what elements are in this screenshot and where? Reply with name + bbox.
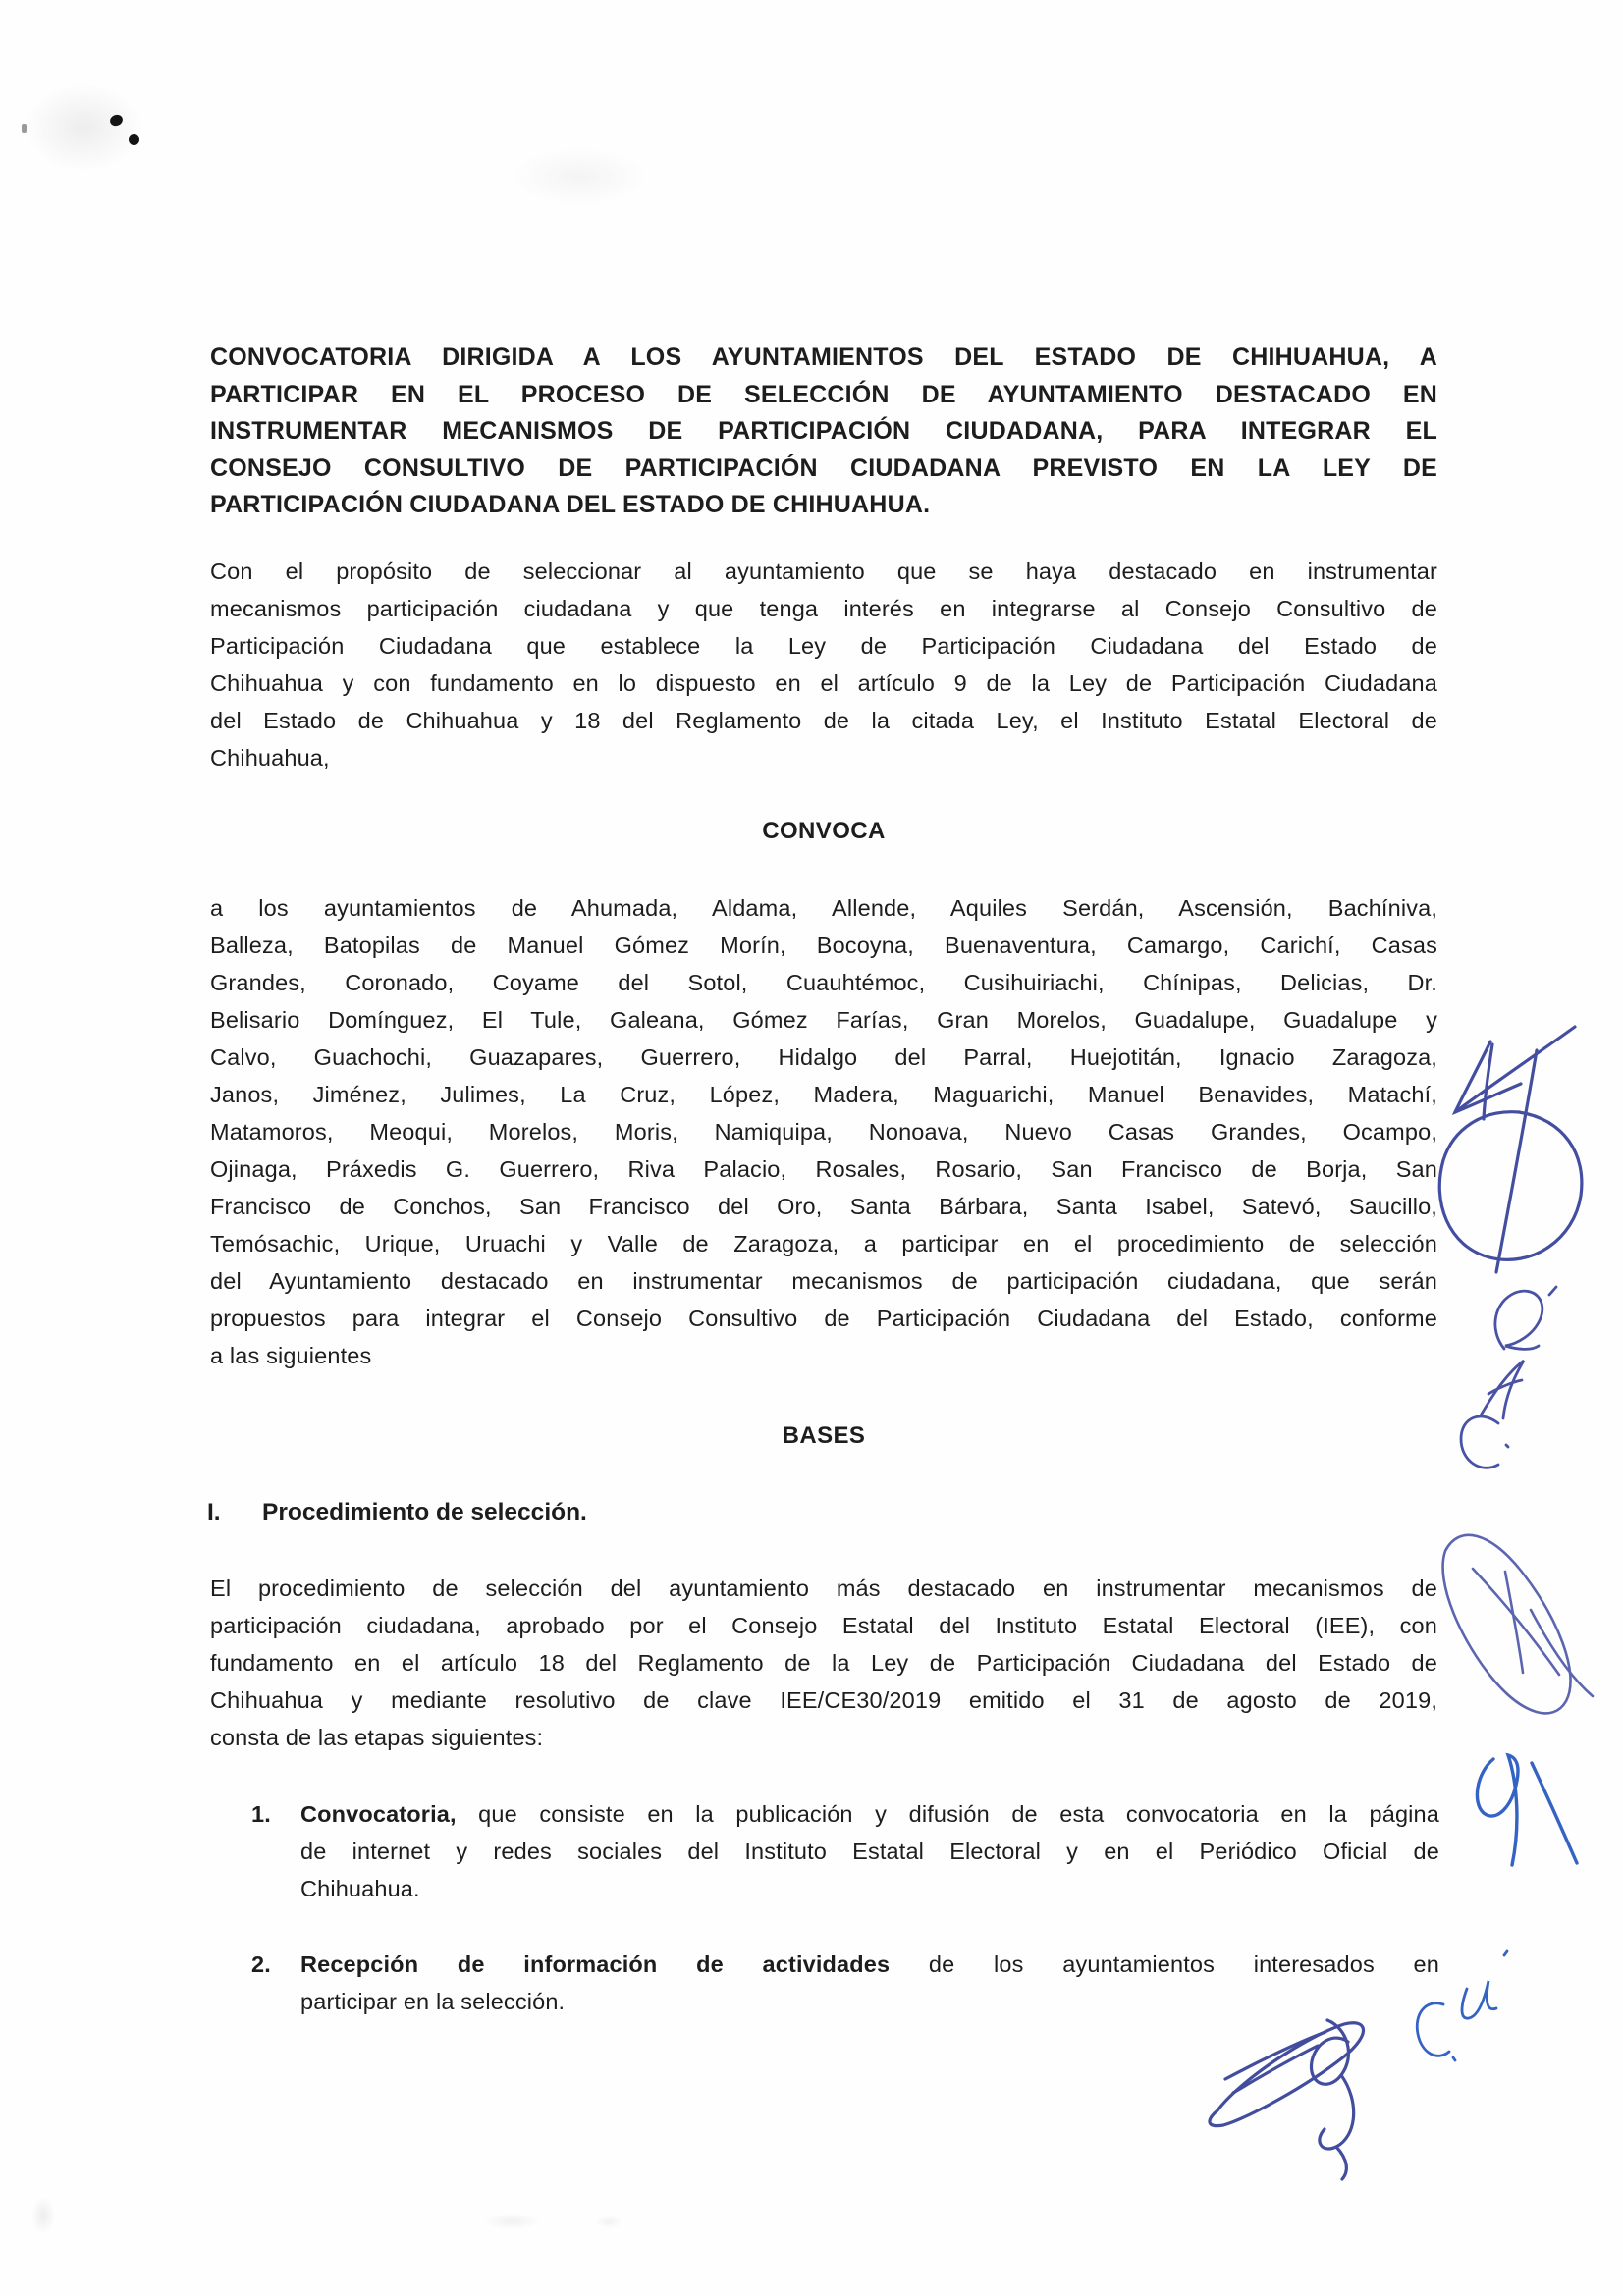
numeric-ink-mark [1477, 1755, 1577, 1865]
ink-dot-artifact [129, 134, 139, 145]
scan-speck [22, 124, 27, 133]
scan-smudge-bottom [31, 2197, 55, 2234]
document-title: CONVOCATORIA DIRIGIDA A LOS AYUNTAMIENTOS DEL ESTADO DE CHIHUAHUA, A PARTICIPAR EN EL PROCESO DE SELECCIÓN DE AYUNTAMIENTO DESTACADO EN INSTRUMENTAR MECANISMOS DE PARTICIPACIÓN CIUDADANA, PARA INTEGRAR EL CONSEJO CONSULTIVO DE PARTICIPACIÓN CIUDADANA PREVISTO EN LA LEY DE PARTICIPACIÓN CIUDADANA DEL ESTADO DE CHIHUAHUA. [210, 344, 1437, 518]
rubric-signature-top [1439, 1027, 1582, 1272]
signature-flourish-bottom [1210, 2020, 1364, 2179]
list-item-text: Convocatoria, que consiste en la publicación y difusión de esta convocatoria en la página [300, 1801, 1439, 1827]
list-item [251, 1946, 1439, 2020]
list-item-text: Recepción de información de actividades de los ayuntamientos interesados en [300, 1951, 1439, 1977]
scan-smudge-bottom [595, 2216, 622, 2228]
bases-heading: BASES [782, 1422, 866, 1449]
scan-smudge-topcenter [511, 147, 648, 206]
list-item-text-continued: de internet y redes sociales del Instituto Estatal Electoral y en el Periódico Oficial de Chihuahua. [300, 1839, 1439, 1901]
list-item-number: 1. [251, 1801, 271, 1827]
section-heading [207, 1499, 1434, 1526]
list-item [251, 1795, 1439, 1907]
initials-cal-annotation [1461, 1287, 1556, 1468]
convoca-heading: CONVOCA [762, 818, 886, 844]
rubric-oval-signature [1443, 1535, 1593, 1714]
section-numeral: I. [207, 1499, 221, 1525]
procedure-paragraph: El procedimiento de selección del ayuntamiento más destacado en instrumentar mecanismos de participación ciudadana, aprobado por el Consejo Estatal del Instituto Estatal Electoral (IEE), con fundamento en el artículo 18 del Reglamento de la Ley de Participación Ciudadana del Estado de Chihuahua y mediante resolutivo de clave IEE/CE30/2019 emitido el 31 de agosto de 2019, consta de las etapas siguientes: [210, 1575, 1437, 1750]
scan-smudge-bottom [483, 2214, 540, 2229]
list-item-text-continued: participar en la selección. [300, 1989, 566, 2014]
scan-smudge-topleft [25, 83, 142, 172]
municipalities-paragraph: a los ayuntamientos de Ahumada, Aldama, Allende, Aquiles Serdán, Ascensión, Bachíniva, Balleza, Batopilas de Manuel Gómez Morín, Bocoyna, Buenaventura, Camargo, Carichí, Casas Grandes, Coronado, Coyame del Sotol, Cuauhtémoc, Cusihuiriachi, Chínipas, Delicias, Dr. Belisario Domínguez, El Tule, Galeana, Gómez Farías, Gran Morelos, Guadalupe, Guadalupe y Calvo, Guachochi, Guazapares, Guerrero, Hidalgo del Parral, Huejotitán, Ignacio Zaragoza, Janos, Jiménez, Julimes, La Cruz, López, Madera, Maguarichi, Manuel Benavides, Matachí, Matamoros, Meoqui, Morelos, Moris, Namiquipa, Nonoava, Nuevo Casas Grandes, Ocampo, Ojinaga, Práxedis G. Guerrero, Riva Palacio, Rosales, Rosario, San Francisco de Borja, San Francisco de Conchos, San Francisco del Oro, Santa Bárbara, Santa Isabel, Satevó, Saucillo, Temósachic, Urique, Uruachi y Valle de Zaragoza, a participar en el procedimiento de selección del Ayuntamiento destacado en instrumentar mecanismos de participación ciudadana, que serán propuestos para integrar el Consejo Consultivo de Participación Ciudadana del Estado, conforme a las siguientes [210, 895, 1437, 1368]
intro-paragraph: Con el propósito de seleccionar al ayuntamiento que se haya destacado en instrumentar mecanismos participación ciudadana y que tenga interés en integrarse al Consejo Consultivo de Participación Ciudadana que establece la Ley de Participación Ciudadana del Estado de Chihuahua y con fundamento en lo dispuesto en el artículo 9 de la Ley de Participación Ciudadana del Estado de Chihuahua y 18 del Reglamento de la citada Ley, el Instituto Estatal Electoral de Chihuahua, [210, 559, 1437, 771]
ink-dot-artifact [109, 113, 125, 128]
section-title: Procedimiento de selección. [262, 1499, 587, 1525]
list-item-number: 2. [251, 1951, 271, 1977]
